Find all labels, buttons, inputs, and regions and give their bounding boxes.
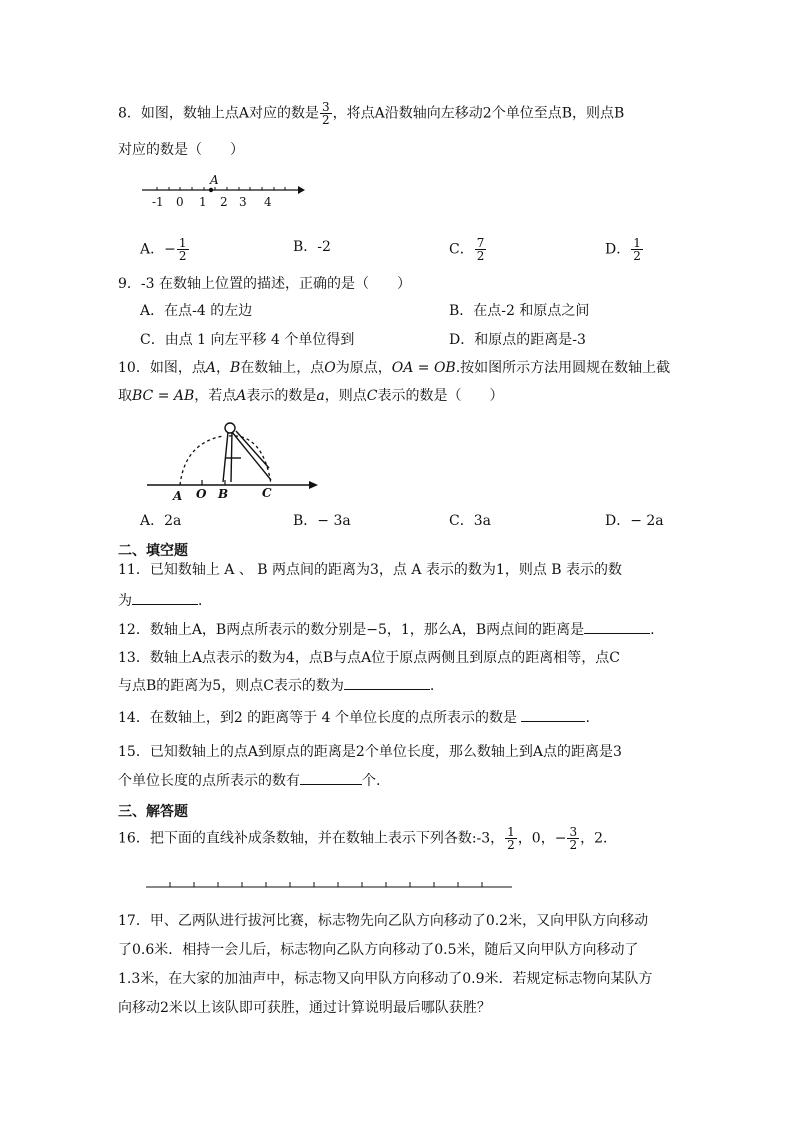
q10-var-c: C xyxy=(366,388,378,404)
q10-stem-line1 xyxy=(118,358,670,378)
q16-text-b: ，0，− xyxy=(517,830,567,847)
q10-var-o: O xyxy=(324,360,336,376)
q8-option-c-den: 2 xyxy=(476,249,485,263)
q8-option-a[interactable] xyxy=(140,237,190,262)
q13-line2 xyxy=(118,675,434,696)
q12-text: 12．数轴上A，B两点所表示的数分别是−5，1，那么A，B两点间的距离是 xyxy=(118,622,585,638)
q8-option-d[interactable] xyxy=(605,237,644,262)
q8-point-a-dot xyxy=(209,188,213,192)
q8-option-a-num: 1 xyxy=(178,236,187,250)
q14-text: 14．在数轴上，到2 的距离等于 4 个单位长度的点所表示的数是 xyxy=(118,710,517,726)
q10-fig-label-c: C xyxy=(262,486,272,500)
q10-fig-label-a: A xyxy=(173,489,183,503)
q13-text-b: . xyxy=(429,678,435,694)
q16-frac1-num: 1 xyxy=(507,825,515,839)
q8-option-d-label: D． xyxy=(605,241,631,258)
q8-frac-num: 3 xyxy=(322,100,330,114)
q8-option-c-label: C． xyxy=(449,241,474,258)
q9-stem: 9．-3 在数轴上位置的描述，正确的是（ ） xyxy=(118,276,411,292)
q10-eq1: OA = OB xyxy=(391,360,456,376)
q8-text-a: 8．如图，数轴上点A对应的数是 xyxy=(118,105,320,122)
q15-text-b: 个. xyxy=(362,773,381,789)
q15-text-a: 个单位长度的点所表示的数有 xyxy=(118,773,300,789)
q10-option-a[interactable]: A．2a xyxy=(140,513,182,529)
q13-line1: 13．数轴上A点表示的数为4，点B与点A位于原点两侧且到原点的距离相等，点C xyxy=(118,650,620,666)
q8-point-a-label: A xyxy=(210,173,219,187)
q9-option-a[interactable]: A．在点-4 的左边 xyxy=(140,303,253,319)
q8-option-c-num: 7 xyxy=(476,236,485,250)
q8-tick-label-4: 4 xyxy=(264,195,272,209)
q16-frac2 xyxy=(567,826,579,851)
q10-arc-right xyxy=(229,436,271,484)
q10-compass-figure xyxy=(145,418,325,508)
q12-line xyxy=(118,619,655,640)
q10-option-b[interactable]: B．− 3a xyxy=(293,513,351,529)
q14-answer-blank[interactable] xyxy=(521,707,585,722)
q15-line2 xyxy=(118,770,380,791)
q16-frac2-num: 3 xyxy=(569,825,578,839)
q16-line xyxy=(118,826,617,851)
q14-line xyxy=(118,707,590,728)
q17-line4: 向移动2米以上该队即可获胜，通过计算说明最后哪队获胜？ xyxy=(118,1000,491,1016)
q11-text-b: ． xyxy=(198,593,212,609)
q16-frac1-den: 2 xyxy=(507,838,515,852)
q16-text-a: 16．把下面的直线补成条数轴，并在数轴上表示下列各数:-3， xyxy=(118,830,505,847)
q10-text-e: 取 xyxy=(118,388,132,404)
q8-option-d-frac xyxy=(631,237,643,262)
q8-option-a-label: A． xyxy=(140,241,165,258)
q10-eq2: BC = AB xyxy=(132,388,195,404)
q8-option-b[interactable]: B．-2 xyxy=(293,239,331,255)
q10-text-c: 为原点， xyxy=(335,360,392,376)
q11-text-a: 为 xyxy=(118,593,132,609)
q8-option-a-den: 2 xyxy=(178,249,187,263)
q11-line1: 11．已知数轴上 A 、 B 两点间的距离为3，点 A 表示的数为1，则点 B 表示的数 xyxy=(118,562,623,578)
q8-tick-label-1: 1 xyxy=(199,195,207,209)
q8-option-a-sign: − xyxy=(164,241,176,258)
q11-line2 xyxy=(118,590,212,611)
q17-line3: 1.3米，在大家的加油声中，标志物又向甲队方向移动了0.9米．若规定标志物向某队方 xyxy=(118,971,653,987)
q10-option-c[interactable]: C．3a xyxy=(449,513,491,529)
q10-text-a: 10．如图，点 xyxy=(118,360,206,376)
q8-frac-den: 2 xyxy=(322,113,330,127)
q15-line1: 15．已知数轴上的点A到原点的距离是2个单位长度，那么数轴上到A点的距离是3 xyxy=(118,744,622,760)
q16-text-c: ，2． xyxy=(580,830,618,847)
q8-stem-line2: 对应的数是（ ） xyxy=(118,142,244,158)
q10-var-b: B xyxy=(229,360,241,376)
q10-var-a: A xyxy=(205,360,216,376)
q10-arc-left xyxy=(180,436,223,485)
q8-fraction xyxy=(320,101,332,126)
q17-line2: 了0.6米．相持一会儿后，标志物向乙队方向移动了0.5米，随后又向甲队方向移动了 xyxy=(118,942,639,958)
q16-blank-line-figure[interactable] xyxy=(146,878,516,892)
q8-text-b: ，将点A沿数轴向左移动2个单位至点B，则点B xyxy=(332,105,625,122)
q8-tick-label-3: 3 xyxy=(239,195,247,209)
q8-axis-arrow-icon xyxy=(298,186,305,194)
q10-stem-line2 xyxy=(118,386,504,406)
q10-comma: ， xyxy=(215,360,230,376)
q15-answer-blank[interactable] xyxy=(300,770,362,785)
q10-option-d[interactable]: D．− 2a xyxy=(605,513,664,529)
q9-option-d[interactable]: D．和原点的距离是-3 xyxy=(449,332,586,348)
q12-answer-blank[interactable] xyxy=(584,619,650,634)
q8-option-c-frac xyxy=(475,237,487,262)
q10-var-a2: A xyxy=(236,388,247,404)
q13-text-a: 与点B的距离为5，则点C表示的数为 xyxy=(118,678,344,694)
q10-axis-arrow-icon xyxy=(309,481,318,489)
q10-text-b: 在数轴上，点 xyxy=(240,360,325,376)
section-answer-heading: 三、解答题 xyxy=(118,804,188,820)
q10-text-d: .按如图所示方法用圆规在数轴上截 xyxy=(455,360,671,376)
q10-text-g: 表示的数是 xyxy=(246,388,317,404)
q10-var-lower-a: a xyxy=(316,388,325,404)
q12-end: . xyxy=(650,622,655,638)
q8-tick-label-2: 2 xyxy=(220,195,228,209)
q8-tick-label-0: 0 xyxy=(176,195,184,209)
q13-answer-blank[interactable] xyxy=(344,675,430,690)
q9-option-b[interactable]: B．在点-2 和原点之间 xyxy=(449,303,590,319)
q10-compass-icon xyxy=(223,423,271,482)
q10-fig-label-o: O xyxy=(196,487,207,501)
q8-stem-line1 xyxy=(118,101,624,126)
section-fill-in-heading: 二、填空题 xyxy=(118,543,188,559)
q9-option-c[interactable]: C．由点 1 向左平移 4 个单位得到 xyxy=(140,332,355,348)
q10-text-h: ，则点 xyxy=(324,388,367,404)
q16-frac1 xyxy=(505,826,517,851)
q8-option-d-num: 1 xyxy=(633,236,641,250)
q8-number-line-figure xyxy=(140,172,310,212)
q8-tick-label-neg1: -1 xyxy=(152,195,164,209)
q10-text-f: ，若点 xyxy=(194,388,237,404)
q14-end: . xyxy=(585,710,590,726)
q11-answer-blank[interactable] xyxy=(132,590,198,605)
q8-option-d-den: 2 xyxy=(633,249,641,263)
q17-line1: 17．甲、乙两队进行拔河比赛，标志物先向乙队方向移动了0.2米，又向甲队方向移动 xyxy=(118,913,649,929)
q10-text-i: 表示的数是（ ） xyxy=(377,388,504,404)
q16-frac2-den: 2 xyxy=(569,838,578,852)
q8-option-c[interactable] xyxy=(449,237,487,262)
q10-fig-label-b: B xyxy=(218,487,229,501)
q8-option-a-frac xyxy=(177,237,189,262)
